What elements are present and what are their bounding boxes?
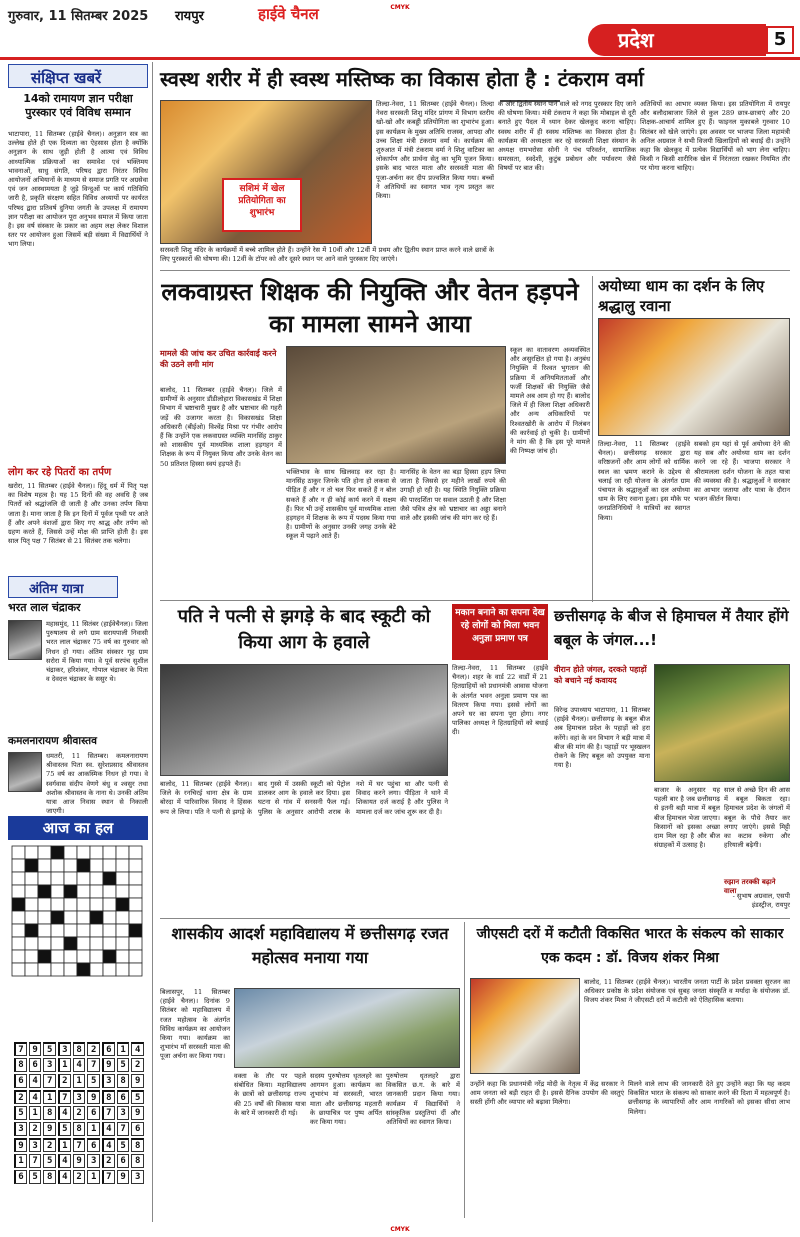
sudoku-cell: 1 [58, 1058, 71, 1072]
crossword-cell [129, 885, 142, 898]
brief1-headline: 14को रामायण ज्ञान परीक्षा पुरस्कार एवं विविध सम्मान [23, 92, 133, 119]
crossword-cell [51, 950, 64, 963]
edition-city: रायपुर [175, 9, 204, 24]
story2-col3: मानसिंह के वेतन का बड़ा हिस्सा हड़प लिया जाता है जिससे हर महीने लाखों रुपये की उगाही हो रही है। यह स्थिति नियुक्ति प्रक्रिया की पारदर्शिता पर सवाल उठाती है और शिक्षा जैसे पवित्र क्षेत्र को भ्रष्टाचार का अड्डा बनाने वाले और इसकी जांच की मांग कर रहे हैं। [400, 468, 506, 523]
sudoku-cell: 1 [43, 1090, 56, 1104]
sudoku-cell: 1 [58, 1138, 71, 1152]
crossword-cell [64, 859, 77, 872]
crossword-cell [64, 963, 77, 976]
crossword-block [90, 911, 103, 924]
crossword-cell [129, 859, 142, 872]
crossword-cell [51, 859, 64, 872]
story3-col2: सबको हम यहां से पूर्व अयोध्या देने की यह सब और अयोध्या धाम का दर्शन करने जा रहे हैं। भाजपा सरकार ने श्रीरामलला दर्शन योजना के तहत यात्रा की व्यवस्था की है। श्रद्धालुओं ने सरकार का आभार जताया और यात्रा के दौरान भजन कीर्तन किया। [694, 440, 790, 504]
story7-headline: शासकीय आदर्श महाविद्यालय में छत्तीसगढ़ रजत महोत्सव मनाया गया [171, 924, 449, 967]
sudoku-solution [12, 1040, 146, 1180]
story7-col2: वक्ता के तौर पर पहले संबोधित किया। महाविद्यालय के छात्रों को छत्तीसगढ़ राज्य की 25 वर्षों की विकास यात्रा के बारे में जानकारी दी गई। [234, 1072, 306, 1117]
crossword-cell [90, 872, 103, 885]
sudoku-cell: 6 [117, 1090, 130, 1104]
story7-col3: सदस्य पुरुषोत्तम धृतलहरे का आगमन हुआ। कार्यक्रम का शुभारंभ मां सरस्वती, भारत माता और छत्तीसगढ़ महतारी के छायाचित्र पर पुष्प अर्पित कर किया गया। [310, 1072, 382, 1127]
story7-col4: पुरुषोत्तम धृतलहरे द्वारा विकसित छ.ग. के बारे में जानकारी प्रदान किया गया। कार्यक्रम में विद्यार्थियों ने सांस्कृतिक प्रस्तुतियां दीं और अतिथियों का स्वागत किया। [386, 1072, 460, 1127]
story1-headline: स्वस्थ शरीर में ही स्वस्थ मस्तिष्क का विकास होता है : टंकराम वर्मा [160, 67, 644, 91]
sudoku-cell: 9 [43, 1122, 56, 1136]
sudoku-cell: 2 [14, 1090, 27, 1104]
crossword-cell [116, 963, 129, 976]
crossword-cell [51, 924, 64, 937]
crossword-cell [12, 859, 25, 872]
sudoku-cell: 2 [73, 1170, 86, 1184]
sudoku-cell: 7 [102, 1170, 115, 1184]
sudoku-cell: 3 [87, 1154, 100, 1168]
sudoku-cell: 8 [14, 1058, 27, 1072]
crossword-block [51, 911, 64, 924]
crossword-cell [12, 937, 25, 950]
sudoku-cell: 4 [131, 1042, 144, 1056]
story1-col2: सरस्वती शिशु मंदिर के कार्यक्रमों में बच्चे शामिल होते हैं। उन्होंने रेस में 10वीं और 12वीं में प्रथम और द्वितीय स्थान प्राप्त करने वाले छात्रों के लिए पुरस्कारों की घोषणा की। 12वीं के टॉपर को और दूसरे स्थान पर आने वाले पुरस्कार दिए जाएंगे। [160, 246, 494, 264]
sudoku-cell: 5 [87, 1074, 100, 1088]
sudoku-cell: 7 [117, 1122, 130, 1136]
sudoku-cell: 2 [87, 1042, 100, 1056]
sudoku-cell: 2 [131, 1058, 144, 1072]
sudoku-cell: 7 [87, 1058, 100, 1072]
crossword-block [77, 963, 90, 976]
sudoku-cell: 2 [43, 1138, 56, 1152]
sudoku-cell: 6 [117, 1154, 130, 1168]
story1-photo-badge: सशिमं में खेल प्रतियोगिता का शुभारंभ [222, 178, 302, 232]
sudoku-cell: 3 [43, 1058, 56, 1072]
crossword-cell [64, 898, 77, 911]
cmyk-mark-top: CMYK [390, 4, 410, 11]
sudoku-cell: 1 [117, 1042, 130, 1056]
newspaper-brand: हाईवे चैनल [258, 5, 319, 23]
sudoku-cell: 5 [29, 1170, 42, 1184]
crossword-cell [129, 963, 142, 976]
crossword-block [116, 898, 129, 911]
crossword-cell [38, 859, 51, 872]
crossword-block [51, 846, 64, 859]
sudoku-cell: 4 [102, 1122, 115, 1136]
sudoku-cell: 3 [117, 1106, 130, 1120]
crossword-cell [116, 846, 129, 859]
crossword-cell [25, 937, 38, 950]
sudoku-cell: 8 [102, 1090, 115, 1104]
sudoku-cell: 7 [58, 1090, 71, 1104]
crossword-cell [90, 937, 103, 950]
story6-byline: - सुभाष अग्रवाल, एसपी इंडस्ट्रीज, रायपुर [732, 892, 790, 910]
crossword-cell [103, 937, 116, 950]
page-number: 5 [766, 26, 794, 54]
crossword-cell [12, 911, 25, 924]
sudoku-cell: 6 [14, 1170, 27, 1184]
crossword-cell [12, 872, 25, 885]
crossword-cell [38, 911, 51, 924]
crossword-cell [129, 937, 142, 950]
aaj-ka-hal-text: आज का हल [42, 819, 114, 837]
sudoku-row [14, 1122, 144, 1136]
crossword-cell [38, 937, 51, 950]
brief2-body: खरोरा, 11 सितम्बर (हाईवे चैनल)। हिंदू धर्म में पितृ पक्ष का विशेष महत्व है। यह 15 दिनों की वह अवधि है जब पितरों को श्रद्धांजलि दी जाती है और उनका तर्पण किया जाता है। माना जाता है कि इन दिनों में पूर्वज पृथ्वी पर आते हैं और अपने वंशजों द्वारा किए गए श्राद्ध और तर्पण को ग्रहण करते हैं, जिससे उन्हें मोक्ष की प्राप्ति होती है। इस साल पितृ पक्ष 7 सितंबर से 21 सितंबर तक चलेगा। [8, 482, 148, 546]
story2-col4: स्कूल का वातावरण अव्यवस्थित और असुरक्षित हो गया है। अनुबंध नियुक्ति में रिश्वत भुगतान की प्रक्रिया में अनियमितताओं और फर्जी शिक्षकों की नियुक्ति जैसे मामले अब आम हो गए हैं। बालोद जिले में ही जिला शिक्षा अधिकारी और अन्य अधिकारियों पर रिश्वतखोरी के आरोप में निलंबन की कार्रवाई हो चुकी है। ग्रामीणों ने मांग की है कि इस पूरे मामले की निष्पक्ष जांच हो। [510, 346, 590, 456]
story6-col1: विरेन्द्र उपाध्याय भाटापारा, 11 सितम्बर (हाईवे चैनल)। छत्तीसगढ़ के बबूल बीज अब हिमाचल प्रदेश के पहाड़ों को हरा करेंगे। वहां के वन विभाग ने बड़ी मात्रा में बीज की मांग की है। पहाड़ों पर भूस्खलन रोकने के लिए बबूल को उपयुक्त माना गया है। [554, 706, 650, 770]
sudoku-cell: 2 [29, 1122, 42, 1136]
sudoku-cell: 8 [73, 1042, 86, 1056]
crossword-cell [38, 924, 51, 937]
obit2-name: कमलनारायण श्रीवास्तव [8, 735, 97, 747]
story3-photo-pilgrims [598, 318, 790, 436]
sudoku-cell: 3 [58, 1042, 71, 1056]
sudoku-cell: 7 [73, 1138, 86, 1152]
crossword-cell [64, 911, 77, 924]
sudoku-cell: 8 [73, 1122, 86, 1136]
crossword-cell [90, 924, 103, 937]
story8-col3: मिलने वाले लाभ की जानकारी देते हुए उन्होंने कहा कि यह कदम विकसित भारत के संकल्प को साकार करने की दिशा में महत्वपूर्ण है। छत्तीसगढ़ के व्यापारियों और आम नागरिकों को इसका सीधा लाभ मिलेगा। [628, 1080, 790, 1116]
crossword-cell [103, 859, 116, 872]
crossword-cell [90, 950, 103, 963]
crossword-cell [77, 885, 90, 898]
sudoku-cell: 3 [73, 1090, 86, 1104]
sudoku-cell: 9 [14, 1138, 27, 1152]
crossword-block [129, 924, 142, 937]
crossword-cell [12, 963, 25, 976]
story3-headline: अयोध्या धाम का दर्शन के लिए श्रद्धालु रवाना [598, 277, 765, 315]
sudoku-cell: 3 [14, 1122, 27, 1136]
obit2-body: धमतरी, 11 सितम्बर। कमलनारायण श्रीवास्तव पिता स्व. सुरेशप्रसाद श्रीवास्तव 75 वर्ष का आकस्मिक निधन हो गया। वे स्वर्गवास संदीप वेणगे बंधु व श्वसुर तथा अशोक श्रीवास्तव के नाना थे। उनकी अंतिम यात्रा आज निवास स्थान से निकाली जाएगी। [46, 752, 148, 816]
crossword-cell [77, 924, 90, 937]
crossword-cell [77, 898, 90, 911]
story1-col1: तिल्दा-नेवरा, 11 सितम्बर (हाईवे चैनल)। तिल्दा नेवरा सरस्वती शिशु मंदिर प्रांगण में विभाग स्तरीय खो-खो और कबड्डी प्रतियोगिता का शुभारंभ हुआ। इस कार्यक्रम के मुख्य अतिथि राजस्व, आपदा और उच्च शिक्षा मंत्री टंकराम वर्मा थे। कार्यक्रम की शुरुआत में मंत्री टंकराम वर्मा ने शिशु वाटिका का लोकार्पण और प्रार्थना सेतु का भूमि पूजन किया। इसके बाद भारत माता और सरस्वती माता की पूजा-अर्चना कर दीप प्रज्वलित किया गया। बच्चों ने अतिथियों का स्वागत भाव नृत्य प्रस्तुत कर किया। [376, 100, 494, 201]
crossword-cell [116, 872, 129, 885]
sudoku-cell: 8 [117, 1074, 130, 1088]
crossword-cell [77, 872, 90, 885]
sudoku-cell: 6 [29, 1058, 42, 1072]
story2-rule [160, 600, 790, 601]
crossword-cell [77, 950, 90, 963]
crossword-cell [103, 898, 116, 911]
crossword-block [77, 859, 90, 872]
crossword-cell [38, 846, 51, 859]
crossword-cell [129, 950, 142, 963]
crossword-cell [90, 898, 103, 911]
sudoku-cell: 7 [102, 1106, 115, 1120]
story2-photo-school [286, 346, 506, 464]
sudoku-cell: 2 [102, 1154, 115, 1168]
crossword-block [103, 950, 116, 963]
obituary-title [8, 576, 118, 598]
sudoku-cell: 5 [43, 1154, 56, 1168]
story2-col1: बालोद, 11 सितम्बर (हाईवे चैनल)। जिले में ग्रामीणों के अनुसार डौंडीलोहारा विकासखंड में शिक्षा विभाग में भ्रष्टाचारी मुखर है और भ्रष्टाचार की गहरी जड़ें की उजागर करता है। विकासखंड शिक्षा अधिकारी (बीईओ) विश्वेंद्र मिश्रा पर गंभीर आरोप हैं कि उन्होंने एक लकवाग्रस्त व्यक्ति मानसिंह ठाकुर को शासकीय पूर्व माध्यमिक शाला हड़गहन में शिक्षक के रूप में नियुक्त किया और उनके वेतन का 50 प्रतिशत हिस्सा स्वयं हड़पते हैं। [160, 386, 282, 468]
sudoku-cell: 9 [87, 1090, 100, 1104]
story8-col2: उन्होंने कहा कि प्रधानमंत्री नरेंद्र मोदी के नेतृत्व में केंद्र सरकार ने आम जनता को बड़ी राहत दी है। इससे दैनिक उपयोग की वस्तुएं सस्ती होंगी और व्यापार को बढ़ावा मिलेगा। [470, 1080, 624, 1107]
sudoku-cell: 9 [73, 1154, 86, 1168]
crossword-cell [116, 885, 129, 898]
crossword-cell [25, 885, 38, 898]
crossword-block [25, 924, 38, 937]
crossword-cell [38, 898, 51, 911]
sudoku-cell: 3 [29, 1138, 42, 1152]
crossword-cell [116, 924, 129, 937]
crossword-grid-svg [12, 846, 146, 980]
story7-col1: बिलासपुर, 11 सितम्बर (हाईवे चैनल)। दिनांक 9 सितंबर को महाविद्यालय में रजत महोत्सव के अंतर्गत विविध कार्यक्रम का आयोजन किया गया। कार्यक्रम का शुभारंभ माँ सरस्वती माता की पूजा अर्चना कर किया गया। [160, 988, 230, 1061]
briefs-title [8, 64, 148, 88]
sudoku-cell: 1 [87, 1170, 100, 1184]
crossword-cell [77, 846, 90, 859]
sudoku-row [14, 1074, 144, 1088]
story8-col1: बालोद, 11 सितम्बर (हाईवे चैनल)। भारतीय जनता पार्टी के प्रदेश प्रवक्ता सुरजन का अधिकार प्रकोष्ठ के प्रदेश संयोजक एवं सुबह जनता संस्कृति व मर्यादा के संयोजक डॉ. विजय शंकर मिश्रा ने जीएसटी दरों में कटौती को ऐतिहासिक बताया। [584, 978, 790, 1005]
story2-headline: लकवाग्रस्त शिक्षक की नियुक्ति और वेतन हड़पने का मामला सामने आया [161, 278, 579, 338]
sudoku-cell: 2 [58, 1074, 71, 1088]
sudoku-cell: 6 [102, 1042, 115, 1056]
sudoku-cell: 3 [131, 1170, 144, 1184]
sudoku-cell: 8 [131, 1138, 144, 1152]
aaj-ka-hal-title [8, 816, 148, 840]
sudoku-cell: 6 [87, 1138, 100, 1152]
sudoku-cell: 4 [58, 1154, 71, 1168]
crossword-cell [38, 963, 51, 976]
sudoku-cell: 8 [43, 1106, 56, 1120]
story8-divider [464, 922, 465, 1218]
crossword-cell [116, 937, 129, 950]
issue-date: गुरुवार, 11 सितम्बर 2025 [8, 9, 149, 24]
sudoku-cell: 5 [14, 1106, 27, 1120]
sudoku-row [14, 1058, 144, 1072]
story1-col4: अतिथियों का आभार व्यक्त किया। इस प्रतियोगिता में रायपुर और बलौदाबाजार जिले से कुल 289 छात्र-छात्राएं और 20 शिक्षक-आचार्य शामिल हुए हैं। फाइनल मुकाबले गुरुवार 10 सितंबर को खेले जाएंगे। इस अवसर पर भाजपा जिला महामंत्री अनिल अग्रवाल ने सभी विजयी खिलाड़ियों को बधाई दी। उन्होंने कहा कि खेलकूद में प्रत्येक विद्यार्थियों को भाग लेना चाहिए। किसी न किसी शारीरिक खेल में निरंतरता रखकर नियमित तौर पर योगा करना चाहिए। [640, 100, 790, 173]
crossword-block [64, 937, 77, 950]
crossword-cell [12, 924, 25, 937]
crossword-cell [129, 898, 142, 911]
column-divider [152, 62, 153, 1222]
sudoku-cell: 8 [43, 1170, 56, 1184]
story6-headline: छत्तीसगढ़ के बीज से हिमाचल में तैयार होंगे बबूल के जंगल...! [554, 607, 789, 649]
crossword-cell [103, 846, 116, 859]
crossword-cell [129, 846, 142, 859]
sudoku-cell: 4 [29, 1090, 42, 1104]
crossword-cell [116, 950, 129, 963]
crossword-cell [51, 872, 64, 885]
crossword-cell [51, 885, 64, 898]
crossword-cell [51, 898, 64, 911]
crossword-cell [25, 963, 38, 976]
sudoku-table [12, 1040, 146, 1186]
story2-col2: भक्तिभाव के साथ खिलवाड़ कर रहा है। मानसिंह ठाकुर जिनके पति होना हो लकवा से पीड़ित हैं और न तो चल फिर सकते हैं न बोल सकते हैं और न ही कोई कार्य करने में सक्षम हैं। फिर भी उन्हें शासकीय पूर्व माध्यमिक शाला हड़गहन में शिक्षक के रूप में पदस्थ किया गया है। ग्रामीणों के अनुसार उनकी जगह उनके बेटे स्कूल में पढ़ाने आते हैं। [286, 468, 396, 541]
sudoku-cell: 9 [131, 1074, 144, 1088]
crossword-block [25, 859, 38, 872]
sudoku-cell: 2 [73, 1106, 86, 1120]
sudoku-cell: 1 [29, 1106, 42, 1120]
crossword-cell [116, 859, 129, 872]
sudoku-cell: 9 [131, 1106, 144, 1120]
crossword-block [38, 950, 51, 963]
sudoku-row [14, 1138, 144, 1152]
sudoku-row [14, 1090, 144, 1104]
crossword-cell [103, 963, 116, 976]
obit1-photo [8, 620, 42, 660]
sudoku-cell: 1 [14, 1154, 27, 1168]
crossword-cell [90, 846, 103, 859]
obit2-photo [8, 752, 42, 792]
crossword-cell [103, 885, 116, 898]
crossword-block [103, 872, 116, 885]
story6-subhead2: रुझान तरक्की बढ़ाने वाला [724, 878, 776, 895]
briefs-title-text: संक्षिप्त खबरें [31, 69, 102, 87]
crossword-cell [129, 872, 142, 885]
story1-rule [160, 270, 790, 271]
sudoku-cell: 4 [102, 1138, 115, 1152]
story8-headline: जीएसटी दरों में कटौती विकसित भारत के संकल्प को साकार एक कदम : डॉ. विजय शंकर मिश्रा [476, 926, 784, 966]
brief2-headline: लोग कर रहे पितरों का तर्पण [8, 467, 112, 478]
crossword-cell [25, 898, 38, 911]
sudoku-cell: 7 [43, 1074, 56, 1088]
crossword-cell [77, 911, 90, 924]
sudoku-cell: 9 [29, 1042, 42, 1056]
crossword-cell [90, 859, 103, 872]
story6-photo-babool [654, 664, 790, 782]
crossword-cell [25, 846, 38, 859]
story3-divider [592, 276, 593, 602]
story8-photo-event [470, 978, 580, 1074]
story6-subhead: वीरान होते जंगल, दरकते पहाड़ों को बचाने नई कवायद [554, 665, 647, 685]
crossword-cell [64, 924, 77, 937]
crossword-cell [51, 963, 64, 976]
cmyk-mark-bottom: CMYK [390, 1226, 410, 1233]
sudoku-cell: 5 [117, 1058, 130, 1072]
masthead-rule [0, 57, 800, 60]
obit1-body: महासमुंद, 11 सितंबर (हाईवेचैनल)। जिला पुरुषालय से लगे ग्राम सरायपाली निवासी भरत लाल चंद्राकर 75 वर्ष का गुरुवार को निधन हो गया। अंतिम संस्कार गृह ग्राम सरोरा में किया गया। वे पूर्व सरपंच सुशील चंद्राकर, हरिशंकर, गोपाल चंद्राकर के पिता व देवदत्त चंद्राकर के ससुर थे। [46, 620, 148, 684]
crossword-solution-grid [12, 846, 146, 980]
crossword-cell [25, 950, 38, 963]
story5-body: तिल्दा-नेवरा, 11 सितम्बर (हाईवे चैनल)। शहर के वार्ड 22 वार्डों में 21 हितग्राहियों को प्रधानमंत्री आवास योजना के अंतर्गत भवन अनुज्ञा प्रमाण पत्र का वितरण किया गया। इससे लोगों का अपने घर का सपना पूरा होगा। नगर पालिका अध्यक्ष ने हितग्राहियों को बधाई दी। [452, 664, 548, 737]
sudoku-row [14, 1170, 144, 1184]
crossword-cell [103, 911, 116, 924]
crossword-cell [12, 885, 25, 898]
crossword-cell [51, 937, 64, 950]
sudoku-cell: 5 [131, 1090, 144, 1104]
sudoku-row [14, 1106, 144, 1120]
sudoku-cell: 8 [131, 1154, 144, 1168]
crossword-cell [90, 885, 103, 898]
story4-headline: पति ने पत्नी से झगड़े के बाद स्कूटी को किया आग के हवाले [177, 606, 431, 653]
crossword-cell [103, 924, 116, 937]
story6-col2: बाजार के अनुसार यह पहली बार है जब छत्तीसगढ़ से इतनी बड़ी मात्रा में बबूल बीज हिमाचल भेजा जाएगा। किसानों को इसका अच्छा दाम मिल रहा है और बीज संग्राहकों में उत्साह है। [654, 786, 720, 850]
story3-col1: तिल्दा-नेवरा, 11 सितम्बर (हाईवे चैनल)। छत्तीसगढ़ सरकार द्वारा वरिष्ठजनों और आम लोगों को धार्मिक स्थल का भ्रमण कराने के उद्देश्य से चलाई जा रही योजना के अंतर्गत ग्राम पंचायत के श्रद्धालुओं का दल अयोध्या धाम के लिए रवाना हुआ। इस मौके पर जनप्रतिनिधियों ने यात्रियों का स्वागत किया। [598, 440, 690, 522]
sudoku-cell: 6 [87, 1106, 100, 1120]
crossword-cell [64, 950, 77, 963]
sudoku-row [14, 1042, 144, 1056]
story2-subhead: मामले की जांच कर उचित कार्रवाई करने की उठने लगी मांग [160, 349, 277, 369]
crossword-cell [77, 937, 90, 950]
sudoku-cell: 4 [73, 1058, 86, 1072]
sudoku-cell: 5 [117, 1138, 130, 1152]
crossword-cell [25, 872, 38, 885]
sudoku-cell: 6 [14, 1074, 27, 1088]
sudoku-cell: 4 [58, 1170, 71, 1184]
story4-rule [160, 918, 790, 919]
sudoku-cell: 4 [29, 1074, 42, 1088]
sudoku-cell: 5 [43, 1042, 56, 1056]
crossword-cell [25, 911, 38, 924]
sudoku-cell: 7 [29, 1154, 42, 1168]
crossword-cell [64, 846, 77, 859]
section-title: प्रदेश [588, 24, 766, 56]
sudoku-row [14, 1154, 144, 1168]
obit1-name: भरत लाल चंद्राकर [8, 601, 81, 614]
sudoku-cell: 6 [131, 1122, 144, 1136]
sudoku-cell: 9 [117, 1170, 130, 1184]
crossword-block [38, 885, 51, 898]
crossword-cell [12, 846, 25, 859]
sudoku-cell: 4 [58, 1106, 71, 1120]
story4-photo-scooty [160, 664, 448, 776]
sudoku-cell: 1 [87, 1122, 100, 1136]
story6-col3: साल से अच्छे दिन की आस में बबूल बिकता रहा। हिमाचल प्रदेश के जंगलों में बबूल के पौधे तैयार कर लगाए जाएंगे। इससे मिट्टी का कटाव रुकेगा और हरियाली बढ़ेगी। [724, 786, 790, 850]
story1-col3: क और द्वितीय स्थान पाने वाले को नगद पुरस्कार दिए जाने की घोषणा किया। मंत्री टंकराम ने कहा कि मोबाइल से दूरी बनाते हुए पैदल में ध्यान देकर खेलकूद करना चाहिए। स्वस्थ शरीर में ही स्वस्थ मस्तिष्क का विकास होता है। कार्यक्रम की अध्यक्षता कर रहे सरस्वती शिक्षा संस्थान के अध्यक्ष रामभरोसा सोनी ने पंच परिवर्तन, सामाजिक समरसता, स्वदेशी, कुटुंब प्रबोधन और पर्यावरण जैसे विषयों पर बात की। [498, 100, 636, 173]
story4-body: बालोद, 11 सितम्बर (हाईवे चैनल)। जिले के रनचिरई थाना क्षेत्र के ग्राम बोरदा में पारिवारिक विवाद ने हिंसक रूप ले लिया। पति ने पत्नी से झगड़े के बाद गुस्से में उसकी स्कूटी को पेट्रोल डालकर आग के हवाले कर दिया। इस घटना से गांव में सनसनी फैल गई। पुलिस के अनुसार आरोपी शराब के नशे में घर पहुंचा था और पत्नी से विवाद करने लगा। पीड़िता ने थाने में शिकायत दर्ज कराई है और पुलिस ने मामला दर्ज कर जांच शुरू कर दी है। [160, 780, 448, 816]
crossword-cell [129, 911, 142, 924]
story5-headline: मकान बनाने का सपना देख रहे लोगों को मिला भवन अनुज्ञा प्रमाण पत्र [452, 604, 548, 660]
crossword-cell [90, 963, 103, 976]
obituary-title-text: अंतिम यात्रा [29, 582, 84, 597]
crossword-cell [116, 911, 129, 924]
sudoku-cell: 5 [58, 1122, 71, 1136]
sudoku-cell: 9 [102, 1058, 115, 1072]
story7-photo-event [234, 988, 460, 1068]
sudoku-cell: 7 [14, 1042, 27, 1056]
crossword-cell [12, 950, 25, 963]
sudoku-cell: 3 [102, 1074, 115, 1088]
crossword-block [64, 885, 77, 898]
crossword-cell [64, 872, 77, 885]
crossword-cell [38, 872, 51, 885]
brief1-body: भाटापारा, 11 सितम्बर (हाईवे चैनल)। अनुज्ञान सत्र का उल्लेख होते ही एक दिव्यता का ऐहसास होता है क्योंकि अनुज्ञान के साथ जुड़ी होती है आत्मा एवं विविध आध्यात्मिक प्रक्रियाओं का समावेश एवं भक्तिमय भावनाओं, साधु संगति, परिषद द्वारा निरंतर विविध आयोजनों अभियानों के माध्यम से समाज प्रगति पर अग्रसेवा एवं जन आस्थामयता है जुड़े विन्दुओं पर कार्य गतिविधि जारी है, प्रकृति संरक्षण सहित विविध अध्यायों पर कार्यरत परिषद द्वारा प्रतिवर्ष दुनिया जगती के उपलक्ष में रामायण ज्ञान परीक्षा का आयोजन पूरा अनुभव समाज में किया जाता है। इस वर्ष संस्कार के प्रकार का अहम लक्ष लेकर विशाल स्तर पर आयोजन हुआ जिसमें बड़ी संख्या में विद्यार्थियों ने भाग लिया। [8, 130, 148, 249]
sudoku-cell: 1 [73, 1074, 86, 1088]
crossword-block [12, 898, 25, 911]
